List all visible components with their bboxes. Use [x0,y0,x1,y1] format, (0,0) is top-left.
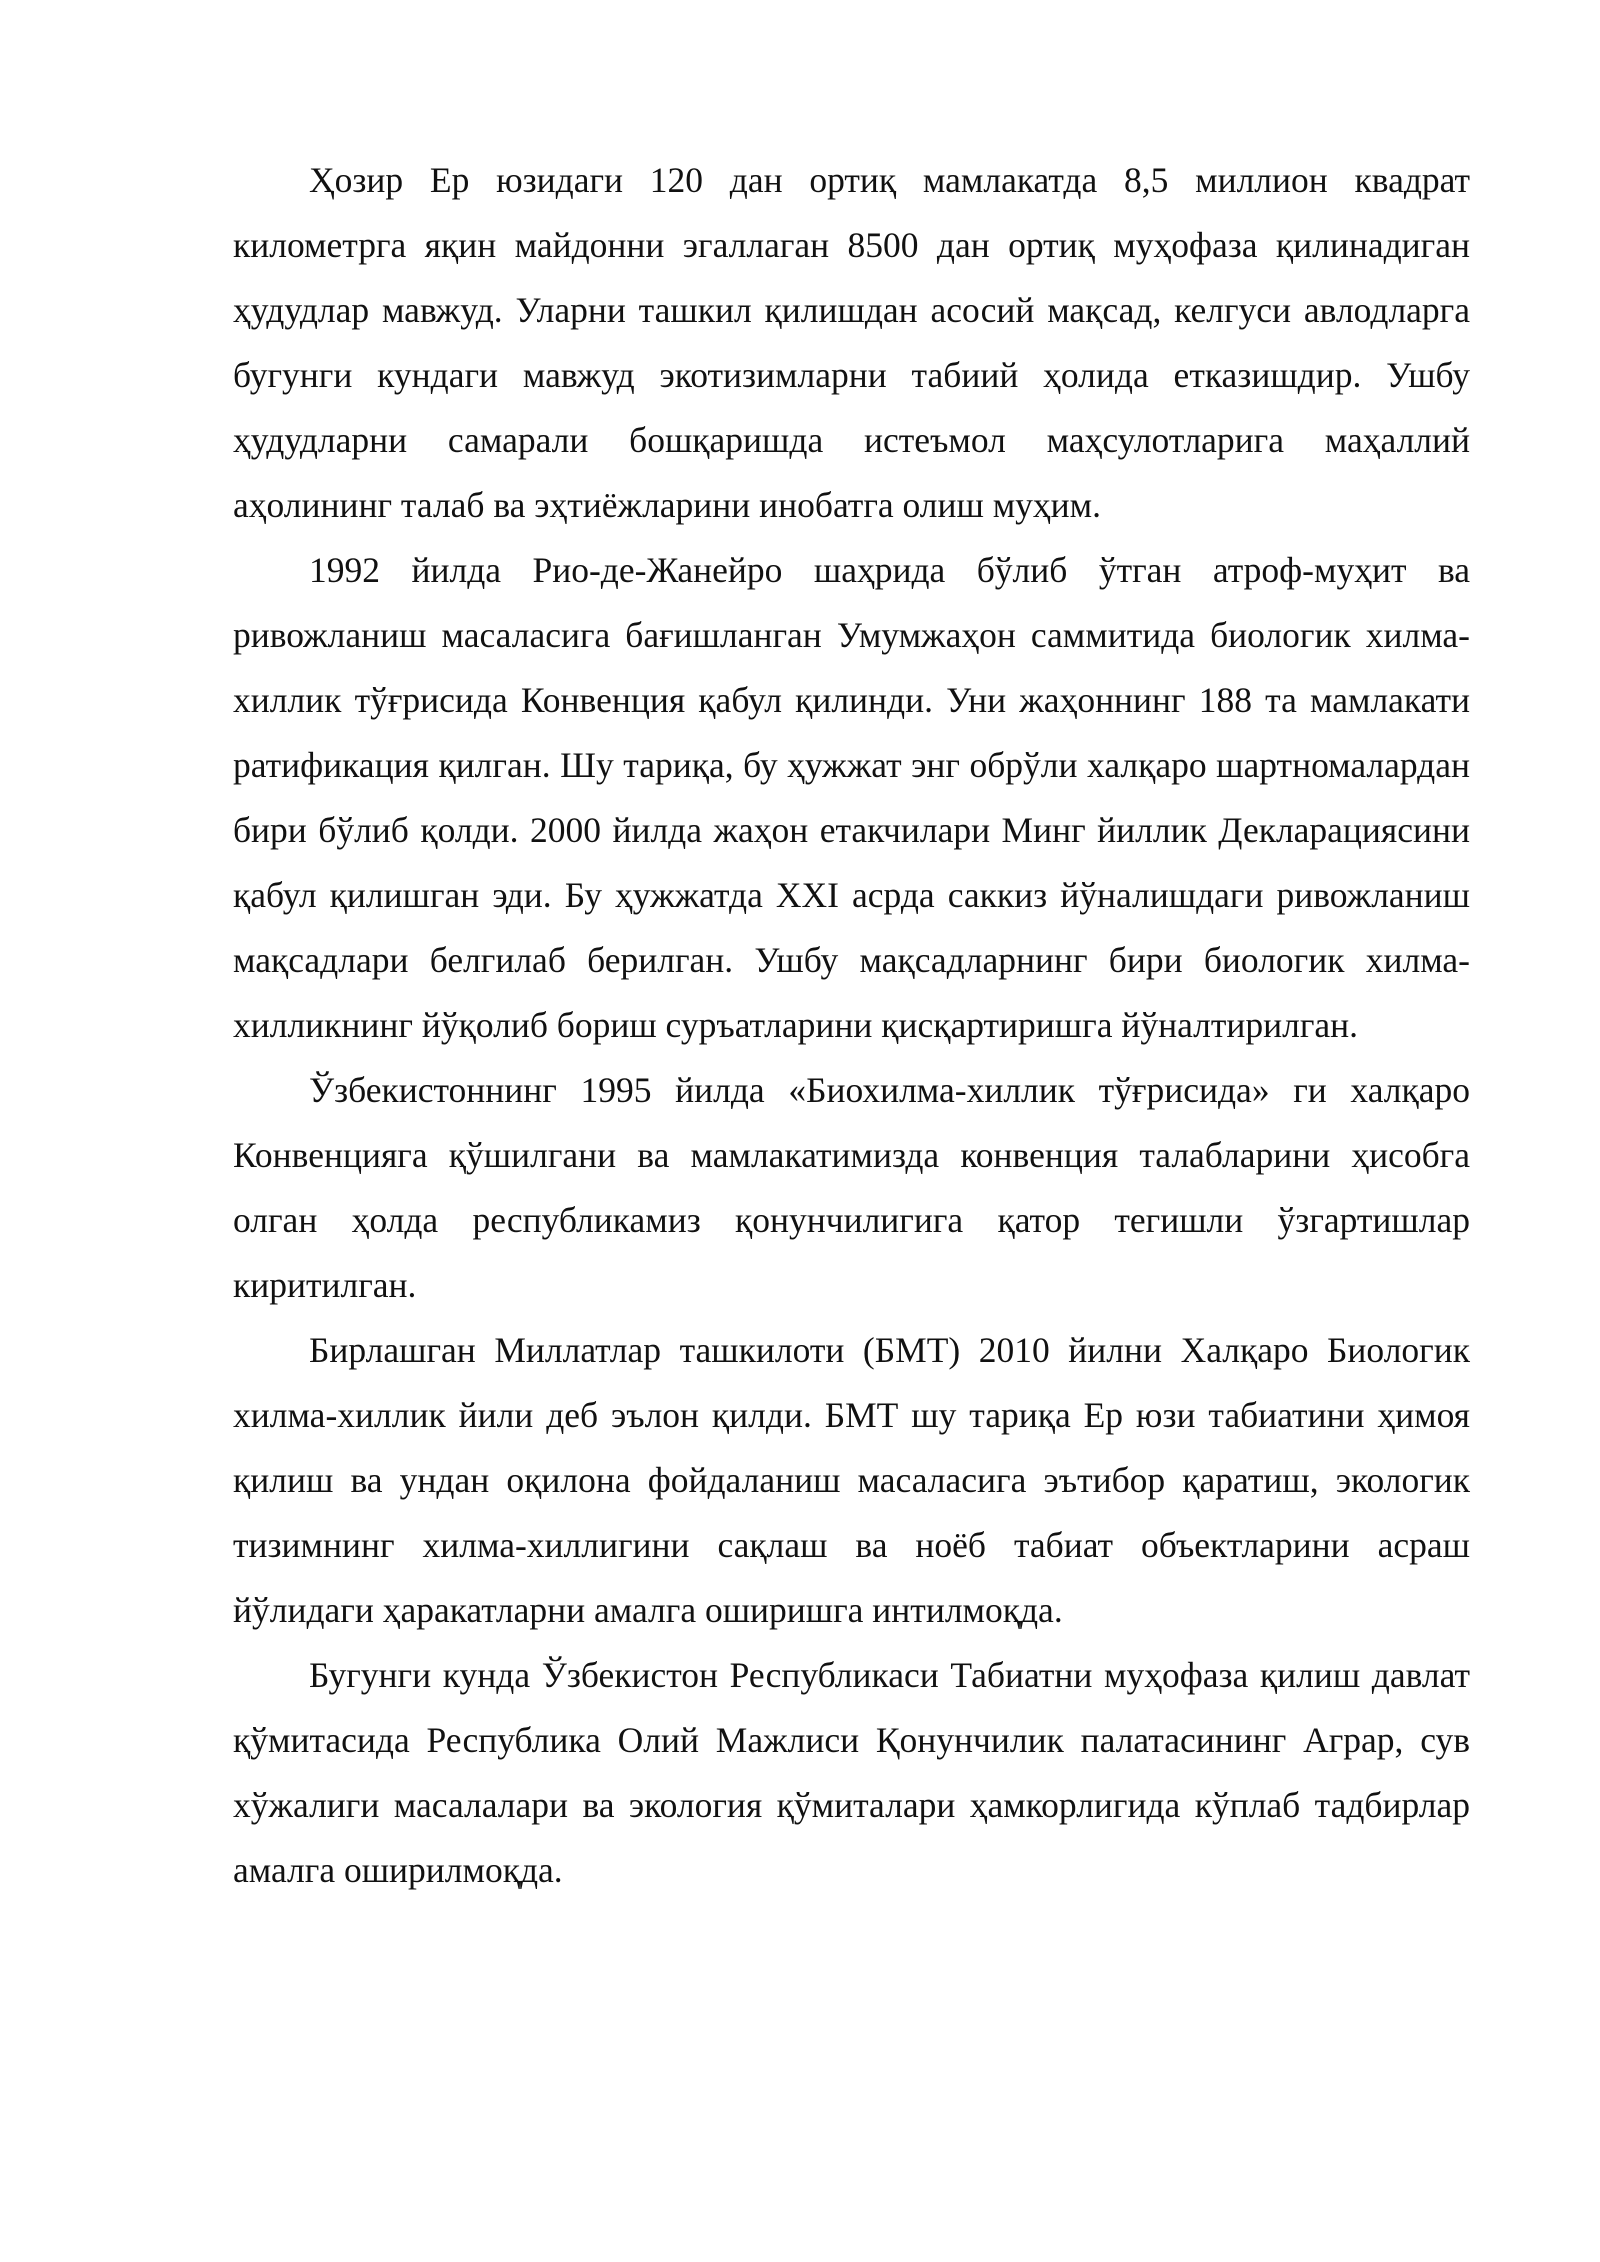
paragraph-state-committee: Бугунги кунда Ўзбекистон Республикаси Табиатни муҳофаза қилиш давлат қўмитасида Республика Олий Мажлиси Қонунчилик палатасининг Аграр, сув хўжалиги масалалари ва экология қўмиталари ҳамкорлигида кўплаб тадбирлар амалга оширилмоқда. [233,1655,1470,1890]
paragraph-rio-convention: 1992 йилда Рио-де-Жанейро шаҳрида бўлиб ўтган атроф-муҳит ва ривожланиш масаласига бағишланган Умумжаҳон саммитида биологик хилма-хиллик тўғрисида Конвенция қабул қилинди. Уни жаҳоннинг 188 та мамлакати ратификация қилган. Шу тариқа, бу ҳужжат энг обрўли халқаро шартномалардан бири бўлиб қолди. 2000 йилда жаҳон етакчилари Минг йиллик Декларациясини қабул қилишган эди. Бу ҳужжатда XXI асрда саккиз йўналишдаги ривожланиш мақсадлари белгилаб берилган. Ушбу мақсадларнинг бири биологик хилма-хилликнинг йўқолиб бориш суръатларини қисқартиришга йўналтирилган. [233,550,1470,1045]
paragraph-uzbekistan-accession: Ўзбекистоннинг 1995 йилда «Биохилма-хиллик тўғрисида» ги халқаро Конвенцияга қўшилгани ва мамлакатимизда конвенция талабларини ҳисобга олган ҳолда республикамиз қонунчилигига қатор тегишли ўзгартишлар киритилган. [233,1070,1470,1305]
paragraph-un-biodiversity-year: Бирлашган Миллатлар ташкилоти (БМТ) 2010 йилни Халқаро Биологик хилма-хиллик йили деб эълон қилди. БМТ шу тариқа Ер юзи табиатини ҳимоя қилиш ва ундан оқилона фойдаланиш масаласига эътибор қаратиш, экологик тизимнинг хилма-хиллигини сақлаш ва ноёб табиат объектларини асраш йўлидаги ҳаракатларни амалга оширишга интилмоқда. [233,1330,1470,1630]
paragraph-protected-areas: Ҳозир Ер юзидаги 120 дан ортиқ мамлакатда 8,5 миллион квадрат километрга яқин майдонни эгаллаган 8500 дан ортиқ муҳофаза қилинадиган ҳудудлар мавжуд. Уларни ташкил қилишдан асосий мақсад, келгуси авлодларга бугунги кундаги мавжуд экотизимларни табиий ҳолида етказишдир. Ушбу ҳудудларни самарали бошқаришда истеъмол маҳсулотларига маҳаллий аҳолининг талаб ва эҳтиёжларини инобатга олиш муҳим. [233,160,1470,525]
document-page [233,148,1470,1903]
